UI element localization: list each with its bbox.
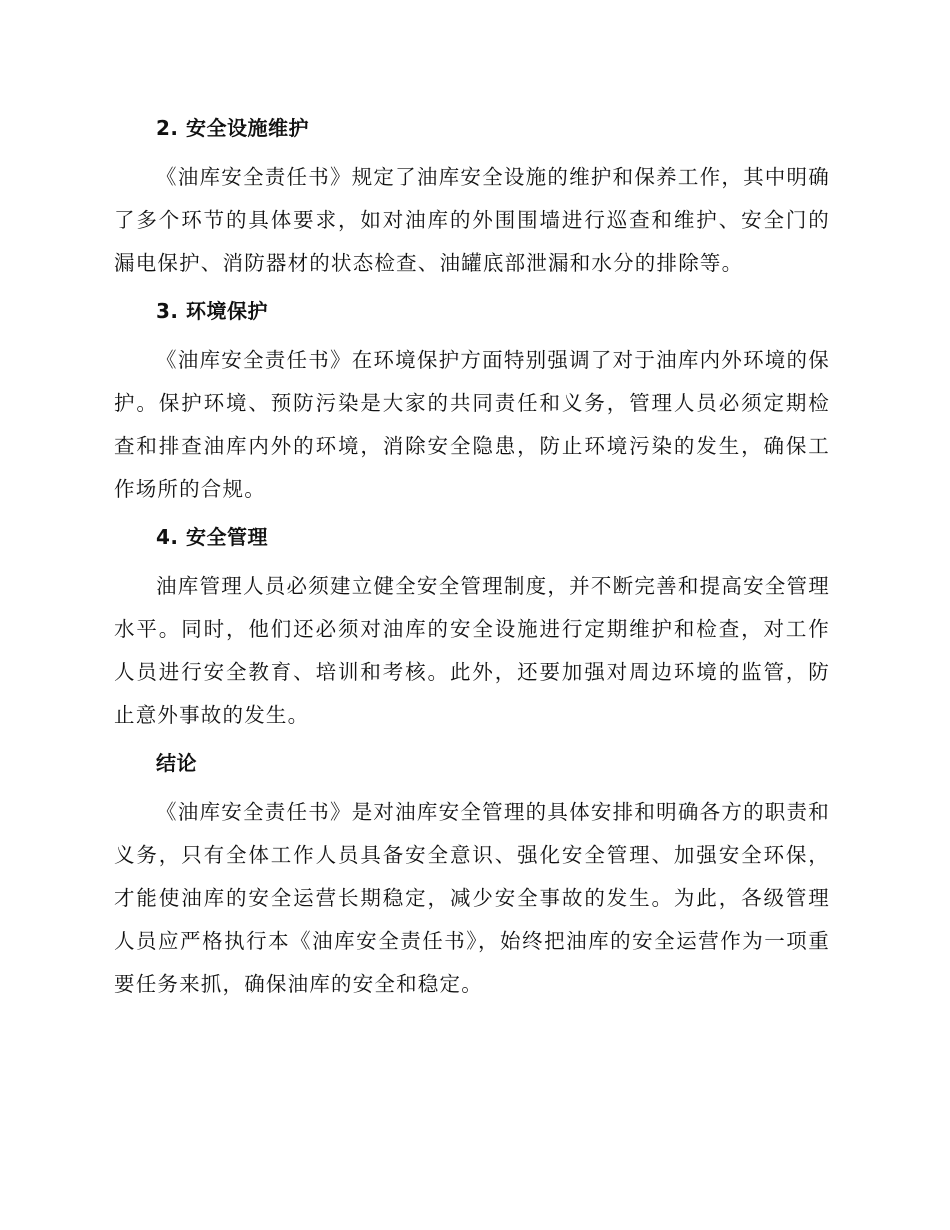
- section-conclusion: [114, 743, 830, 1006]
- section-heading: 3. 环境保护: [156, 299, 268, 323]
- section-environment-protection: [114, 291, 830, 511]
- section-safety-management: [114, 517, 830, 737]
- section-paragraph: 《油库安全责任书》规定了油库安全设施的维护和保养工作，其中明确了多个环节的具体要求，如对油库的外围围墙进行巡查和维护、安全门的漏电保护、消防器材的状态检查、油罐底部泄漏和水分的排除等。: [114, 165, 830, 275]
- section-paragraph: 油库管理人员必须建立健全安全管理制度，并不断完善和提高安全管理水平。同时，他们还必须对油库的安全设施进行定期维护和检查，对工作人员进行安全教育、培训和考核。此外，还要加强对周边环境的监管，防止意外事故的发生。: [114, 574, 830, 727]
- section-heading: 4. 安全管理: [156, 525, 268, 549]
- section-heading: 2. 安全设施维护: [156, 116, 309, 140]
- section-heading: 结论: [156, 751, 197, 775]
- section-paragraph: 《油库安全责任书》在环境保护方面特别强调了对于油库内外环境的保护。保护环境、预防污染是大家的共同责任和义务，管理人员必须定期检查和排查油库内外的环境，消除安全隐患，防止环境污染的发生，确保工作场所的合规。: [114, 348, 830, 501]
- section-facility-maintenance: [114, 108, 830, 285]
- document-page: [114, 108, 830, 1012]
- section-paragraph: 《油库安全责任书》是对油库安全管理的具体安排和明确各方的职责和义务，只有全体工作人员具备安全意识、强化安全管理、加强安全环保，才能使油库的安全运营长期稳定，减少安全事故的发生。为此，各级管理人员应严格执行本《油库安全责任书》，始终把油库的安全运营作为一项重要任务来抓，确保油库的安全和稳定。: [114, 800, 830, 996]
